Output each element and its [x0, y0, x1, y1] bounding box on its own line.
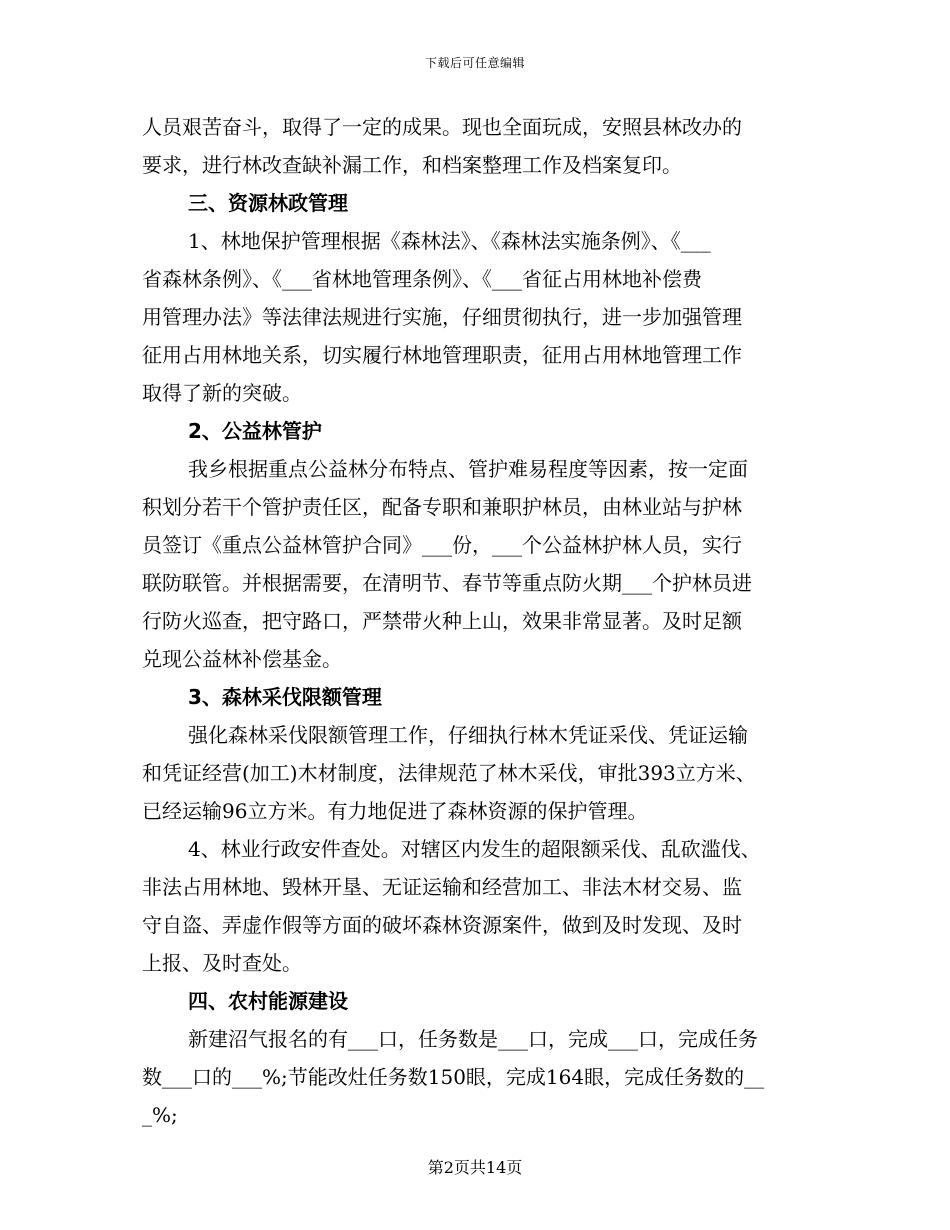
paragraph-line: 用管理办法》等法律法规进行实施，仔细贯彻执行，进一步加强管理	[142, 305, 742, 329]
paragraph-line: 新建沼气报名的有___口，任务数是___口，完成___口，完成任务	[188, 1027, 758, 1051]
paragraph-line: 省森林条例》、《___省林地管理条例》、《___省征占用林地补偿费	[142, 267, 702, 291]
subsection-heading: 3、森林采伐限额管理	[188, 685, 382, 709]
page-footer: 第2页共14页	[427, 1158, 523, 1177]
paragraph-line: 和凭证经营(加工)木材制度，法律规范了林木采伐，审批393立方米、	[142, 761, 756, 785]
paragraph-line: 我乡根据重点公益林分布特点、管护难易程度等因素，按一定面	[188, 457, 748, 481]
paragraph-line: 行防火巡查，把守路口，严禁带火种上山，效果非常显著。及时足额	[142, 609, 742, 633]
paragraph-line: 1、林地保护管理根据《森林法》、《森林法实施条例》、《___	[188, 229, 711, 253]
paragraph-line: 守自盗、弄虚作假等方面的破坏森林资源案件，做到及时发现、及时	[142, 913, 742, 937]
section-heading: 三、资源林政管理	[188, 191, 348, 215]
paragraph-line: 数___口的___%;节能改灶任务数150眼，完成164眼，完成任务数的__	[142, 1065, 765, 1089]
paragraph-line: 积划分若干个管护责任区，配备专职和兼职护林员，由林业站与护林	[142, 495, 742, 519]
paragraph-line: 非法占用林地、毁林开垦、无证运输和经营加工、非法木材交易、监	[142, 875, 742, 899]
section-heading: 四、农村能源建设	[188, 989, 348, 1013]
paragraph-line: 已经运输96立方米。有力地促进了森林资源的保护管理。	[142, 799, 648, 823]
paragraph-line: 征用占用林地关系，切实履行林地管理职责，征用占用林地管理工作	[142, 343, 742, 367]
paragraph-line: 兑现公益林补偿基金。	[142, 647, 342, 671]
paragraph-line: 取得了新的突破。	[142, 381, 302, 405]
paragraph-line: 上报、及时查处。	[142, 951, 302, 975]
paragraph-line: 4、林业行政安件查处。对辖区内发生的超限额采伐、乱砍滥伐、	[188, 837, 761, 861]
paragraph-line: 强化森林采伐限额管理工作，仔细执行林木凭证采伐、凭证运输	[188, 723, 748, 747]
subsection-heading: 2、公益林管护	[188, 419, 322, 443]
paragraph-line: 员签订《重点公益林管护合同》___份，___个公益林护林人员，实行	[142, 533, 742, 557]
paragraph-line: 联防联管。并根据需要，在清明节、春节等重点防火期___个护林员进	[142, 571, 752, 595]
page-header: 下载后可任意编辑	[424, 56, 525, 70]
paragraph-line: _%;	[142, 1103, 178, 1127]
document-body	[142, 108, 812, 1134]
paragraph-line: 要求，进行林改查缺补漏工作，和档案整理工作及档案复印。	[142, 153, 682, 177]
paragraph-line: 人员艰苦奋斗，取得了一定的成果。现也全面玩成，安照县林改办的	[142, 115, 742, 139]
